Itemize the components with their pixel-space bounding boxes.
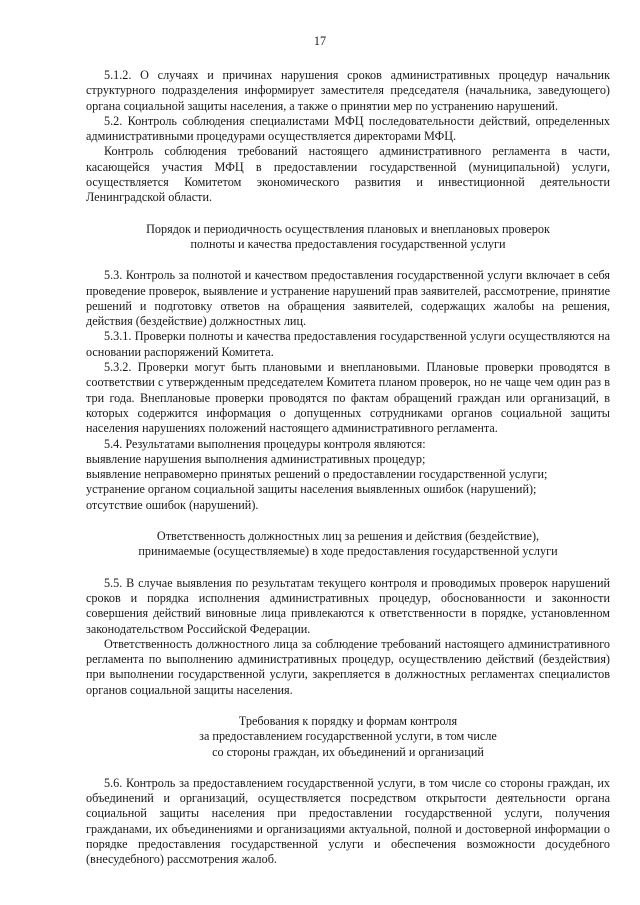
paragraph-5-5: 5.5. В случае выявления по результатам текущего контроля и проводимых проверок нарушений сроков и порядка исполнения административных процедур, обоснованности и законности совершения действий виновные лица привлекаются к ответственности в порядке, установленном законодательством Российской Федерации. (86, 575, 610, 636)
list-item: отсутствие ошибок (нарушений). (86, 497, 259, 512)
section-heading-line: принимаемые (осуществляемые) в ходе предоставления государственной услуги (138, 544, 558, 559)
section-heading-line: за предоставлением государственной услуги, в том числе (199, 729, 497, 744)
section-heading-line: полноты и качества предоставления государственной услуги (190, 236, 506, 251)
section-heading-line: Требования к порядку и формам контроля (238, 713, 458, 728)
page-number: 17 (313, 34, 327, 48)
list-item: устранение органом социальной защиты населения выявленных ошибок (нарушений); (86, 482, 537, 497)
paragraph-5-4: 5.4. Результатами выполнения процедуры контроля являются: (104, 436, 426, 451)
paragraph-responsibility: Ответственность должностного лица за соблюдение требований настоящего административного регламента по выполнению административных процедур, осуществлению действий (бездействия) при выполнении государственной услуги, закрепляется в должностных регламентах специалистов органов социальной защиты населения. (86, 636, 610, 697)
paragraph-5-1-2: 5.1.2. О случаях и причинах нарушения сроков административных процедур начальник структурного подразделения информирует заместителя председателя (начальника, заведующего) органа социальной защиты населения, а также о принятии мер по устранению нарушений. (86, 68, 610, 113)
section-heading-line: Ответственность должностных лиц за решения и действия (бездействие), (156, 529, 540, 544)
list-item: выявление нарушения выполнения административных процедур; (86, 451, 426, 466)
paragraph-5-3-2: 5.3.2. Проверки могут быть плановыми и внеплановыми. Плановые проверки проводятся в соответствии с утвержденным председателем Комитета планом проверок, но не чаще чем один раз в три года. Внеплановые проверки проводятся по фактам обращений граждан или организаций, в которых содержится информация о допущенных сотрудниками органов социальной защиты населения нарушениях положений настоящего административного регламента. (86, 360, 610, 436)
paragraph-5-3-1: 5.3.1. Проверки полноты и качества предоставления государственной услуги осуществляются на основании распоряжений Комитета. (86, 329, 610, 359)
paragraph-5-6: 5.6. Контроль за предоставлением государственной услуги, в том числе со стороны граждан, их объединений и организаций, осуществляется посредством открытости деятельности органа социальной защиты населения при предоставлении государственной услуги, получения гражданами, их объединениями и организациями актуальной, полной и достоверной информации о порядке предоставления государственной услуги и обеспечения возможности досудебного (внесудебного) рассмотрения жалоб. (86, 775, 610, 867)
paragraph-mfc-control: Контроль соблюдения требований настоящего административного регламента в части, касающейся участия МФЦ в предоставлении государственной (муниципальной) услуги, осуществляется Комитетом экономического развития и инвестиционной деятельности Ленинградской области. (86, 144, 610, 205)
section-heading-line: со стороны граждан, их объединений и организаций (212, 744, 484, 759)
document-body (86, 68, 610, 868)
paragraph-5-2: 5.2. Контроль соблюдения специалистами МФЦ последовательности действий, определенных административными процедурами осуществляется директорами МФЦ. (86, 113, 610, 144)
section-heading-line: Порядок и периодичность осуществления плановых и внеплановых проверок (146, 221, 550, 236)
list-item: выявление неправомерно принятых решений о предоставлении государственной услуги; (86, 467, 548, 482)
paragraph-5-3: 5.3. Контроль за полнотой и качеством предоставления государственной услуги включает в себя проведение проверок, выявление и устранение нарушений прав заявителей, рассмотрение, принятие решений и подготовку ответов на обращения заявителей, содержащих жалобы на решения, действия (бездействие) должностных лиц. (86, 268, 610, 329)
